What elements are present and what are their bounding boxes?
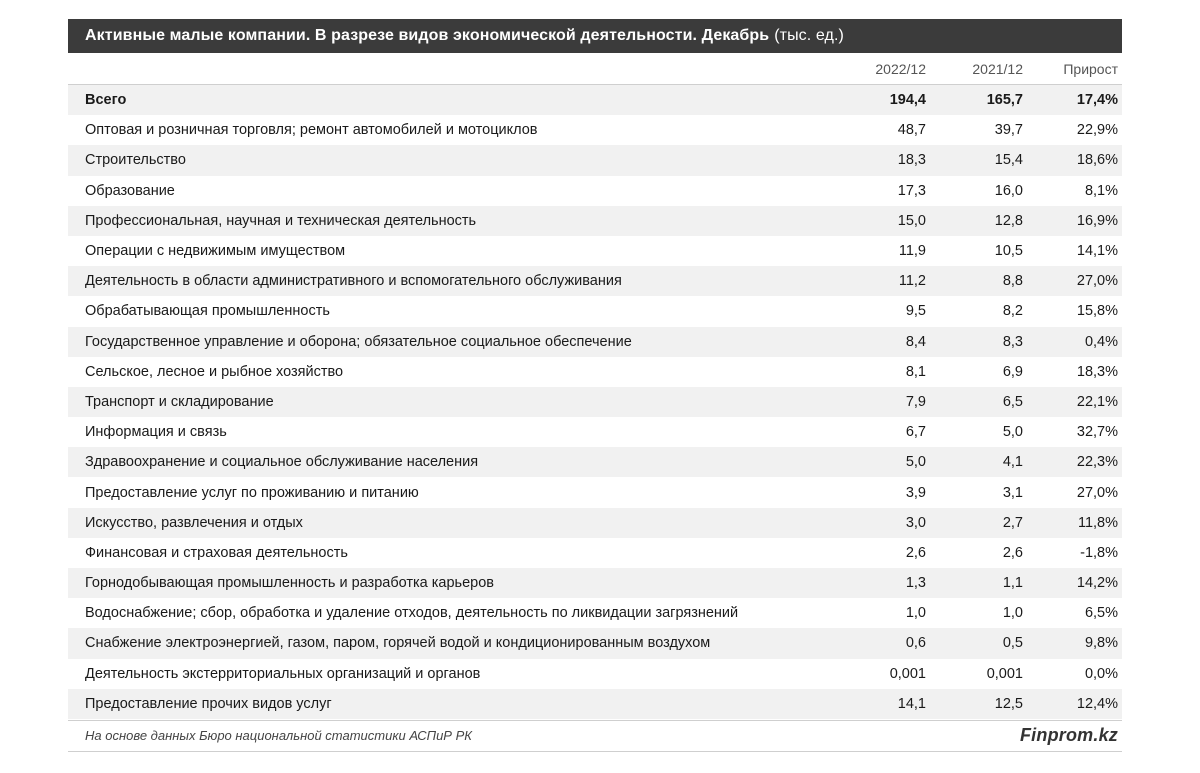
row-growth: 0,4% xyxy=(1084,333,1118,350)
row-value-2022: 3,0 xyxy=(905,514,926,531)
brand-logo-text: Finprom.kz xyxy=(1019,725,1118,746)
row-value-2022: 0,001 xyxy=(889,665,926,682)
row-growth: 27,0% xyxy=(1076,484,1118,501)
row-value-2022: 7,9 xyxy=(905,393,926,410)
row-growth: 22,1% xyxy=(1076,393,1118,410)
row-value-2022: 1,0 xyxy=(905,605,926,622)
row-name: Сельское, лесное и рыбное хозяйство xyxy=(85,363,344,380)
stats-table xyxy=(68,19,1122,752)
row-value-2021: 16,0 xyxy=(994,182,1023,199)
row-growth: 14,2% xyxy=(1076,575,1118,592)
row-value-2021: 0,001 xyxy=(986,665,1023,682)
row-name: Операции с недвижимым имуществом xyxy=(85,243,346,260)
row-growth: 18,6% xyxy=(1076,152,1118,169)
table-row xyxy=(68,115,1122,145)
row-value-2022: 2,6 xyxy=(905,544,926,561)
row-value-2022: 194,4 xyxy=(889,92,926,109)
row-value-2021: 165,7 xyxy=(986,92,1023,109)
row-name: Здравоохранение и социальное обслуживание населения xyxy=(85,454,479,471)
row-value-2022: 6,7 xyxy=(905,424,926,441)
column-header-row xyxy=(68,53,1122,85)
table-row xyxy=(68,296,1122,326)
table-row xyxy=(68,145,1122,175)
row-value-2022: 9,5 xyxy=(905,303,926,320)
row-name: Искусство, развлечения и отдых xyxy=(85,514,303,531)
row-name: Образование xyxy=(85,182,175,199)
row-growth: 14,1% xyxy=(1076,243,1118,260)
row-value-2022: 8,1 xyxy=(905,363,926,380)
row-value-2021: 10,5 xyxy=(994,243,1023,260)
row-growth: -1,8% xyxy=(1080,544,1118,561)
row-value-2021: 8,2 xyxy=(1002,303,1023,320)
row-value-2022: 8,4 xyxy=(905,333,926,350)
row-value-2022: 1,3 xyxy=(905,575,926,592)
row-name: Финансовая и страховая деятельность xyxy=(85,544,348,561)
table-row xyxy=(68,477,1122,507)
column-header-2021: 2021/12 xyxy=(972,60,1023,77)
row-growth: 27,0% xyxy=(1076,273,1118,290)
row-value-2021: 12,5 xyxy=(994,695,1023,712)
row-name: Снабжение электроэнергией, газом, паром, горячей водой и кондиционированным воздухом xyxy=(85,635,711,652)
table-row xyxy=(68,327,1122,357)
row-value-2021: 4,1 xyxy=(1002,454,1023,471)
row-name: Профессиональная, научная и техническая деятельность xyxy=(85,212,477,229)
total-row xyxy=(68,85,1122,115)
row-value-2021: 6,9 xyxy=(1002,363,1023,380)
row-value-2021: 5,0 xyxy=(1002,424,1023,441)
row-name: Деятельность экстерриториальных организаций и органов xyxy=(85,665,481,682)
table-row xyxy=(68,659,1122,689)
row-value-2021: 39,7 xyxy=(994,122,1023,139)
row-growth: 8,1% xyxy=(1084,182,1118,199)
table-row xyxy=(68,508,1122,538)
row-value-2022: 5,0 xyxy=(905,454,926,471)
table-title: Активные малые компании. В разрезе видов экономической деятельности. Декабрь xyxy=(85,27,770,44)
row-name: Предоставление прочих видов услуг xyxy=(85,695,332,712)
column-header-growth: Прирост xyxy=(1063,60,1118,77)
column-header-2022: 2022/12 xyxy=(875,60,926,77)
row-growth: 22,9% xyxy=(1076,122,1118,139)
row-name: Предоставление услуг по проживанию и питанию xyxy=(85,484,419,501)
row-name: Оптовая и розничная торговля; ремонт автомобилей и мотоциклов xyxy=(85,122,538,139)
row-growth: 6,5% xyxy=(1084,605,1118,622)
row-value-2021: 2,6 xyxy=(1002,544,1023,561)
row-name: Деятельность в области административного и вспомогательного обслуживания xyxy=(85,273,622,290)
row-value-2021: 1,1 xyxy=(1002,575,1023,592)
row-growth: 32,7% xyxy=(1076,424,1118,441)
row-value-2022: 17,3 xyxy=(897,182,926,199)
row-growth: 12,4% xyxy=(1076,695,1118,712)
table-row xyxy=(68,236,1122,266)
table-row xyxy=(68,357,1122,387)
table-title-unit: (тыс. ед.) xyxy=(774,27,844,44)
row-value-2022: 15,0 xyxy=(897,212,926,229)
table-row xyxy=(68,538,1122,568)
row-growth: 15,8% xyxy=(1076,303,1118,320)
row-growth: 0,0% xyxy=(1084,665,1118,682)
table-row xyxy=(68,176,1122,206)
row-value-2021: 8,3 xyxy=(1002,333,1023,350)
row-value-2021: 3,1 xyxy=(1002,484,1023,501)
table-row xyxy=(68,568,1122,598)
row-value-2021: 15,4 xyxy=(994,152,1023,169)
table-row xyxy=(68,598,1122,628)
row-name: Информация и связь xyxy=(85,424,227,441)
row-value-2022: 3,9 xyxy=(905,484,926,501)
row-name: Горнодобывающая промышленность и разработка карьеров xyxy=(85,575,495,592)
row-value-2022: 14,1 xyxy=(897,695,926,712)
table-row xyxy=(68,266,1122,296)
row-value-2022: 18,3 xyxy=(897,152,926,169)
row-growth: 18,3% xyxy=(1076,363,1118,380)
table-row xyxy=(68,447,1122,477)
row-value-2022: 48,7 xyxy=(897,122,926,139)
table-title-bar xyxy=(68,19,1122,53)
table-row xyxy=(68,206,1122,236)
row-value-2022: 11,2 xyxy=(898,273,926,290)
row-growth: 17,4% xyxy=(1076,92,1118,109)
row-value-2021: 2,7 xyxy=(1002,514,1023,531)
row-name: Транспорт и складирование xyxy=(85,393,274,410)
row-value-2021: 1,0 xyxy=(1002,605,1023,622)
row-name: Всего xyxy=(85,92,127,109)
row-name: Строительство xyxy=(85,152,186,169)
row-value-2021: 6,5 xyxy=(1002,393,1023,410)
row-growth: 22,3% xyxy=(1076,454,1118,471)
row-value-2021: 8,8 xyxy=(1002,273,1023,290)
row-name: Обрабатывающая промышленность xyxy=(85,303,330,320)
table-body xyxy=(68,85,1122,719)
table-row xyxy=(68,628,1122,658)
row-value-2022: 0,6 xyxy=(905,635,926,652)
row-growth: 16,9% xyxy=(1076,212,1118,229)
table-row xyxy=(68,417,1122,447)
row-value-2021: 12,8 xyxy=(994,212,1023,229)
row-value-2021: 0,5 xyxy=(1002,635,1023,652)
row-growth: 9,8% xyxy=(1084,635,1118,652)
row-name: Государственное управление и оборона; обязательное социальное обеспечение xyxy=(85,333,632,350)
table-footer xyxy=(68,720,1122,752)
table-row xyxy=(68,689,1122,719)
row-value-2022: 11,9 xyxy=(898,243,926,260)
source-note: На основе данных Бюро национальной статистики АСПиР РК xyxy=(85,728,472,744)
table-row xyxy=(68,387,1122,417)
row-name: Водоснабжение; сбор, обработка и удаление отходов, деятельность по ликвидации загрязнений xyxy=(85,605,739,622)
row-growth: 11,8% xyxy=(1077,514,1118,531)
